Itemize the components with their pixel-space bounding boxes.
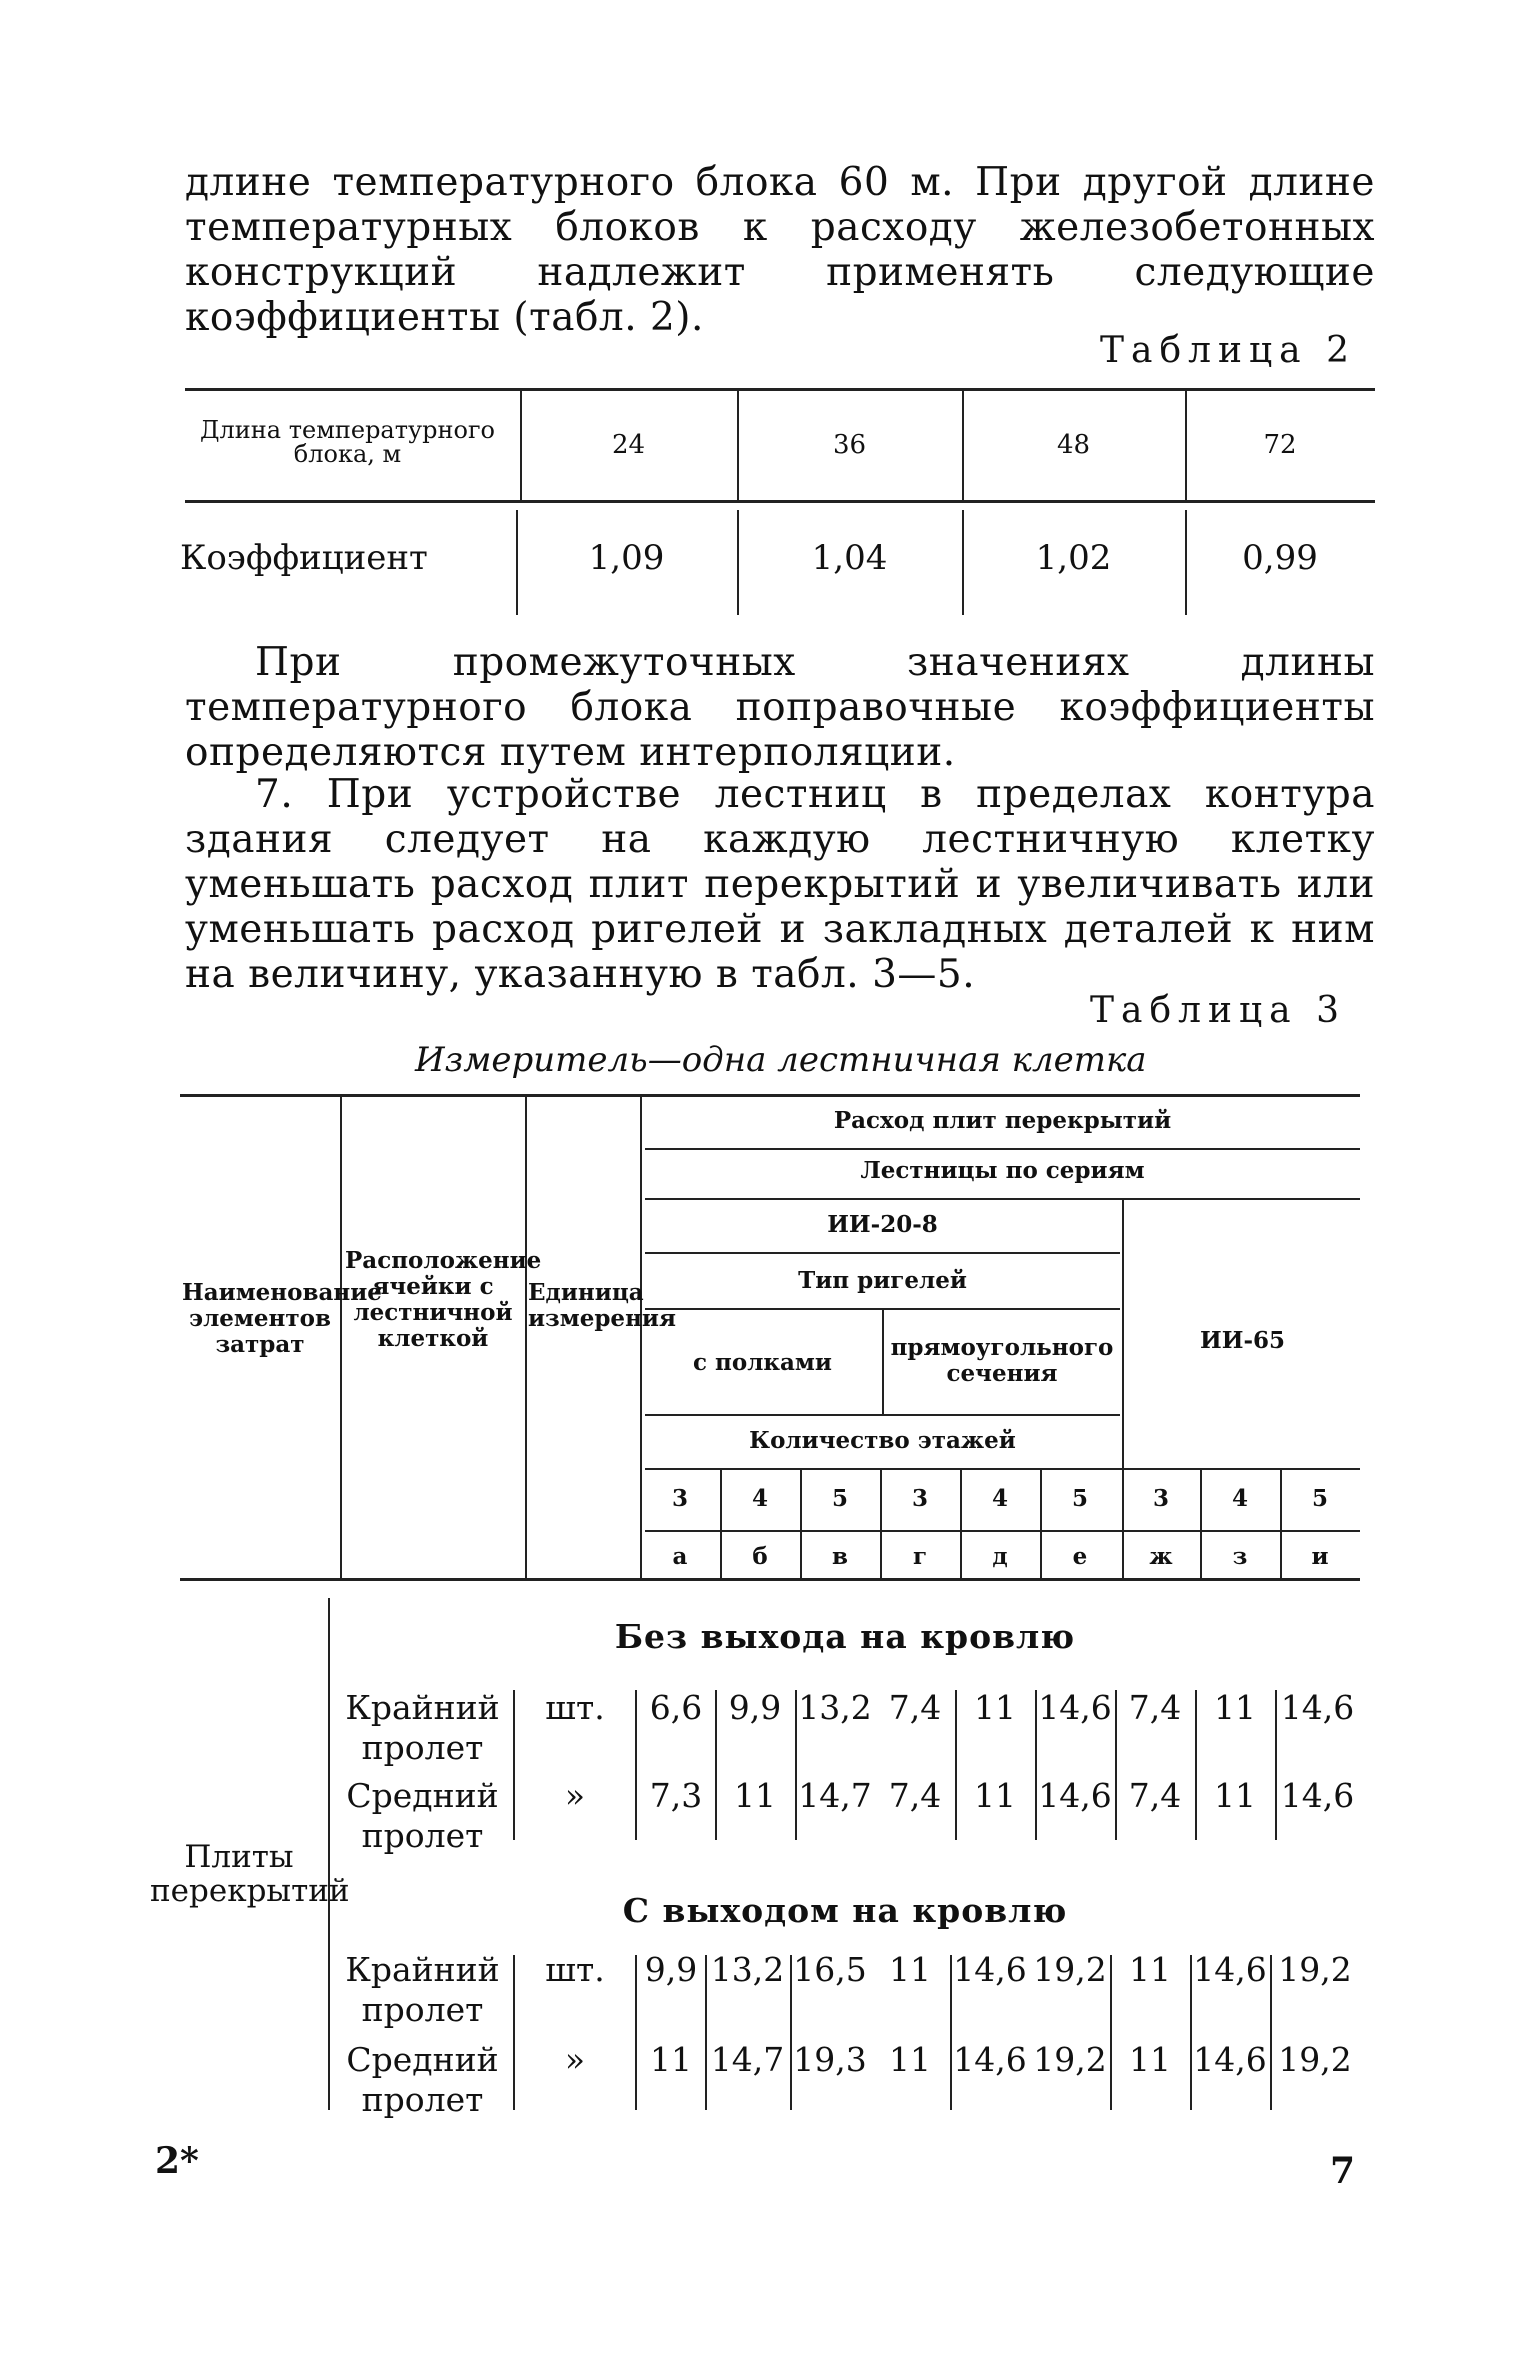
row-value: 11 [650,2040,692,2079]
row-value: 7,4 [888,1776,942,1815]
column-letter: д [992,1543,1008,1570]
row-value: 19,2 [1278,2040,1352,2079]
floor-number: 5 [831,1485,848,1512]
column-letter: б [752,1543,768,1570]
coefficient-value: 0,99 [1242,538,1318,578]
table3-element-name: Плиты перекрытий [150,1839,350,1909]
table3-header-location: Расположение ячейки с лестничной клеткой [345,1247,542,1352]
length-value: 72 [1263,430,1297,460]
row-value: 14,6 [1280,1688,1355,1727]
row-value: 7,4 [1128,1688,1182,1727]
table3-header-consumption: Расход плит перекрытий [833,1107,1172,1134]
floor-number: 4 [1231,1485,1248,1512]
row-unit: » [564,1776,586,1815]
row-value: 14,6 [1038,1688,1112,1727]
row-value: 11 [1214,1776,1256,1815]
row-unit: шт. [545,1688,605,1727]
row-value: 11 [889,2040,931,2079]
table3-header-floors: Количество этажей [749,1427,1016,1454]
row-value: 16,5 [793,1950,867,1989]
length-value: 48 [1056,430,1091,460]
table3-header-name: Наименование элементов затрат [182,1279,382,1358]
row-value: 9,9 [728,1688,782,1727]
row-value: 19,2 [1033,2040,1107,2079]
table3-caption: Таблица 3 [1090,990,1346,1031]
intro-paragraph: длине температурного блока 60 м. При другой длине температурных блоков к расходу железобетонных конструкций надлежит применять следующие коэффициенты (табл. 2). [185,160,1375,340]
row-value: 11 [889,1950,931,1989]
row-value: 11 [1214,1688,1256,1727]
coefficient-value: 1,02 [1035,538,1112,578]
floor-number: 5 [1311,1485,1328,1512]
table3-subcaption: Измеритель—одна лестничная клетка [415,1040,1147,1080]
table3-header-series-a: ИИ-20-8 [827,1211,938,1238]
row-value: 7,3 [649,1776,703,1815]
interpolation-paragraph: При промежуточных значениях длины температурного блока поправочные коэффициенты определяются путем интерполяции. [185,640,1375,775]
column-letter: в [832,1543,848,1570]
row-unit: » [564,2040,586,2079]
column-letter: ж [1149,1543,1173,1570]
row-value: 11 [1129,1950,1171,1989]
length-value: 36 [832,430,867,460]
row-location: Средний пролет [346,1776,499,1855]
row-value: 11 [734,1776,776,1815]
section-7-paragraph: 7. При устройстве лестниц в пределах контура здания следует на каждую лестничную клетку уменьшать расход плит перекрытий и увеличивать или уменьшать расход ригелей и закладных деталей к ним на величину, указанную в табл. 3—5. [185,772,1375,997]
column-letter: а [672,1543,688,1570]
column-letter: з [1232,1543,1248,1570]
row-value: 14,7 [710,2040,785,2079]
floor-number: 4 [991,1485,1008,1512]
page-number: 7 [1330,2150,1356,2192]
row-value: 7,4 [888,1688,942,1727]
row-value: 14,6 [1280,1776,1355,1815]
table3-header-girder-type: Тип ригелей [798,1267,967,1294]
coefficient-value: 1,04 [811,538,888,578]
table2-length-header: Длина температурного блока, м [200,416,495,468]
table2-caption: Таблица 2 [1100,330,1356,371]
column-letter: г [912,1543,928,1570]
length-value: 24 [611,430,646,460]
table3-header-series-b: ИИ-65 [1199,1327,1285,1354]
table3-header-unit: Единица измерения [528,1279,676,1332]
row-location: Крайний пролет [345,1688,500,1767]
row-value: 6,6 [649,1688,703,1727]
row-value: 14,6 [1038,1776,1112,1815]
row-value: 13,2 [710,1950,785,1989]
floor-number: 5 [1071,1485,1088,1512]
row-value: 19,2 [1033,1950,1107,1989]
row-value: 9,9 [644,1950,698,1989]
table3-header-girder-with-shelves: с полками [693,1349,832,1376]
row-value: 11 [1129,2040,1171,2079]
section-title: Без выхода на кровлю [614,1617,1076,1656]
floor-number: 3 [1152,1485,1169,1512]
table3-header-series: Лестницы по сериям [860,1157,1145,1184]
table3-header-girder-rectangular: прямоугольного сечения [890,1334,1114,1387]
floor-number: 3 [911,1485,928,1512]
row-value: 14,7 [798,1776,872,1815]
row-value: 11 [974,1776,1016,1815]
row-value: 7,4 [1128,1776,1182,1815]
signature-mark: 2* [155,2140,199,2182]
row-unit: шт. [545,1950,605,1989]
floor-number: 4 [751,1485,768,1512]
floor-number: 3 [671,1485,688,1512]
column-letter: и [1311,1543,1329,1570]
row-location: Крайний пролет [345,1950,500,2029]
row-value: 14,6 [953,2040,1027,2079]
row-value: 11 [974,1688,1016,1727]
row-value: 13,2 [798,1688,872,1727]
row-location: Средний пролет [346,2040,499,2119]
column-letter: е [1072,1543,1088,1570]
row-value: 19,2 [1278,1950,1352,1989]
row-value: 14,6 [1193,1950,1267,1989]
coefficient-value: 1,09 [588,538,665,578]
row-value: 14,6 [953,1950,1027,1989]
table2-coefficient-header: Коэффициент [180,538,428,578]
section-title: С выходом на кровлю [622,1891,1068,1930]
row-value: 19,3 [793,2040,867,2079]
row-value: 14,6 [1193,2040,1267,2079]
